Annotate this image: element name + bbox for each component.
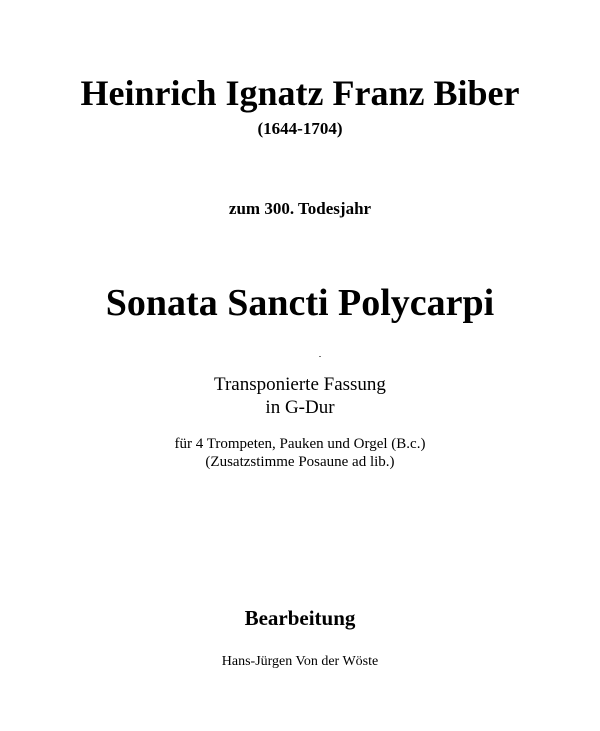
arranger-name: Hans-Jürgen Von der Wöste xyxy=(221,654,379,669)
arrangement-label: Bearbeitung xyxy=(244,606,356,630)
composer-dates: (1644-1704) xyxy=(257,119,343,138)
instrumentation-line: für 4 Trompeten, Pauken und Orgel (B.c.) xyxy=(174,436,426,452)
version-line: Transponierte Fassung xyxy=(214,374,386,395)
composer-name: Heinrich Ignatz Franz Biber xyxy=(80,73,520,113)
occasion-line: zum 300. Todesjahr xyxy=(228,199,372,218)
optional-part-line: (Zusatzstimme Posaune ad lib.) xyxy=(205,454,395,470)
scan-speck xyxy=(319,356,321,357)
work-title: Sonata Sancti Polycarpi xyxy=(105,282,495,324)
key-line: in G-Dur xyxy=(265,397,335,418)
